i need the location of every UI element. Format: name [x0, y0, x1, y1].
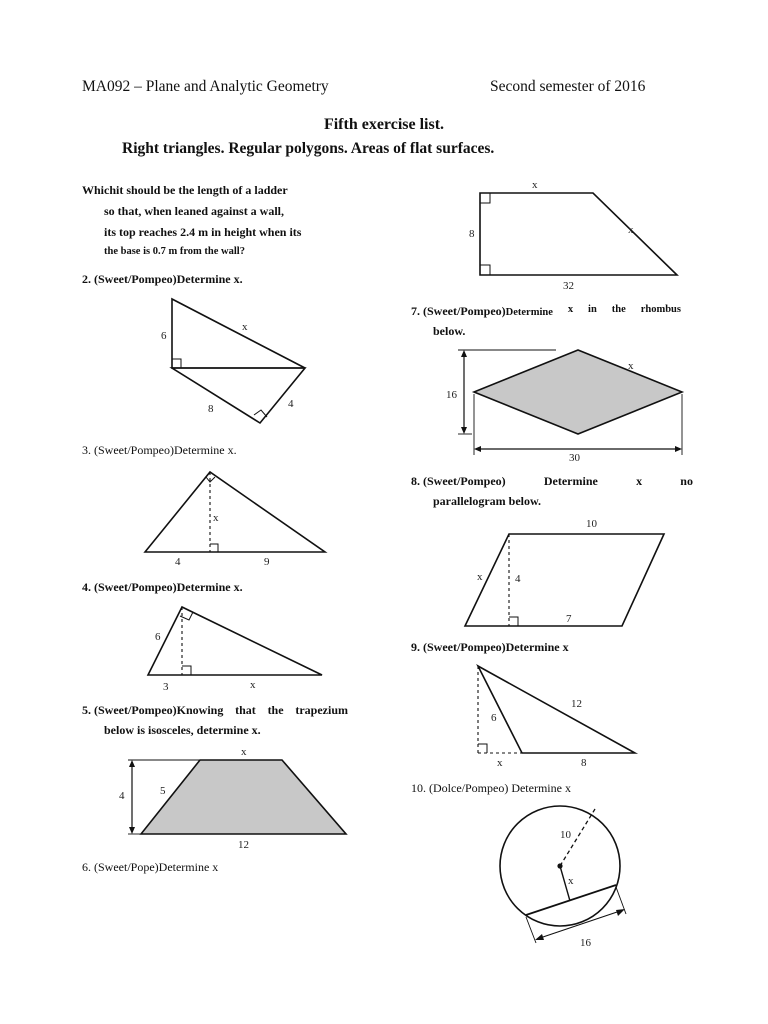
q4-label-a: 6 [155, 631, 161, 643]
q9-label: 9. (Sweet/Pompeo)Determine x [411, 640, 569, 654]
q10-label: 10. (Dolce/Pompeo) Determine x [411, 781, 571, 795]
q3-label-a: x [213, 512, 219, 524]
q8-word4: no [680, 474, 693, 488]
q5-label-a: x [241, 746, 247, 758]
q8-label-a: 10 [586, 518, 597, 530]
q7-figure [442, 345, 692, 463]
q8-line1 [411, 474, 693, 489]
q4-label: 4. (Sweet/Pompeo)Determine x. [82, 580, 243, 594]
q7-label-c: 30 [569, 452, 580, 464]
q4-label-c: x [250, 679, 256, 691]
q2-label-b: x [242, 321, 248, 333]
q7-lead [411, 304, 553, 319]
q7-word3: in [588, 304, 597, 315]
q3-label-b: 4 [175, 556, 181, 568]
q8-word3: x [636, 474, 643, 488]
q9-label-b: 12 [571, 698, 582, 710]
q8-label-d: 7 [566, 613, 572, 625]
q7-word4: the [611, 304, 626, 315]
page-title: Fifth exercise list. [323, 116, 445, 133]
q8-label-c: 4 [515, 573, 521, 585]
q1-line1: Whichit should be the length of a ladder [82, 183, 288, 197]
q7-label-a: x [628, 360, 634, 372]
q1-line4: the base is 0.7 m from the wall? [104, 246, 245, 257]
q5-word4: trapezium [295, 703, 348, 717]
q4-label-b: 3 [163, 681, 169, 693]
q5-label-b: 4 [119, 790, 125, 802]
q7-line1 [411, 304, 681, 319]
q9-label-d: 8 [581, 757, 587, 769]
q3-figure [140, 466, 330, 571]
q5-line2: below is isosceles, determine x. [104, 723, 261, 737]
q2-label-d: 4 [288, 398, 294, 410]
semester: Second semester of 2016 [490, 78, 646, 95]
q6-label-b: 8 [469, 228, 475, 240]
q10-label-c: 16 [580, 937, 591, 949]
page-subtitle: Right triangles. Regular polygons. Areas of flat surfaces. [122, 140, 495, 157]
q8-figure [456, 514, 676, 632]
q4-figure [145, 602, 330, 697]
q5-figure [118, 742, 353, 850]
q9-label-c: x [497, 757, 503, 769]
q5-label-c: 5 [160, 785, 166, 797]
q7-word2: x [567, 304, 574, 315]
q3-label-c: 9 [264, 556, 270, 568]
q7-word5: rhombus [640, 304, 681, 315]
q2-label-a: 6 [161, 330, 167, 342]
q5-word2: that [235, 703, 256, 717]
q5-word3: the [267, 703, 284, 717]
q7-label-b: 16 [446, 389, 457, 401]
course-title: MA092 – Plane and Analytic Geometry [82, 78, 329, 95]
q2-figure [150, 295, 320, 435]
q6-label-a: x [532, 179, 538, 191]
q8-word2: Determine [543, 474, 598, 488]
q10-label-a: 10 [560, 829, 571, 841]
q6-label: 6. (Sweet/Pope)Determine x [82, 860, 219, 874]
q8-word1: 8. (Sweet/Pompeo) [411, 474, 506, 488]
q6-label-c: x [628, 224, 634, 236]
q6-label-d: 32 [563, 280, 574, 292]
q2-label-c: 8 [208, 403, 214, 415]
q1-line2: so that, when leaned against a wall, [104, 204, 285, 218]
q5-label-d: 12 [238, 839, 249, 851]
q2-label: 2. (Sweet/Pompeo)Determine x. [82, 272, 243, 286]
q5-line1 [82, 703, 348, 718]
q7-word1: Determine [505, 307, 553, 318]
q8-label-b: x [477, 571, 483, 583]
q6-figure [460, 176, 680, 294]
q1-line3: its top reaches 2.4 m in height when its [104, 225, 302, 239]
q9-figure [460, 660, 650, 770]
q5-lead [82, 703, 223, 718]
q9-label-a: 6 [491, 712, 497, 724]
q5-word1: Knowing [176, 703, 224, 717]
q5-lead-text: 5. (Sweet/Pompeo) [82, 703, 177, 717]
q7-line2: below. [433, 324, 466, 338]
q10-figure [490, 806, 640, 956]
q3-label: 3. (Sweet/Pompeo)Determine x. [82, 443, 237, 457]
q8-line2: parallelogram below. [433, 494, 541, 508]
q7-lead-text: 7. (Sweet/Pompeo) [411, 304, 506, 318]
q10-label-b: x [568, 875, 574, 887]
